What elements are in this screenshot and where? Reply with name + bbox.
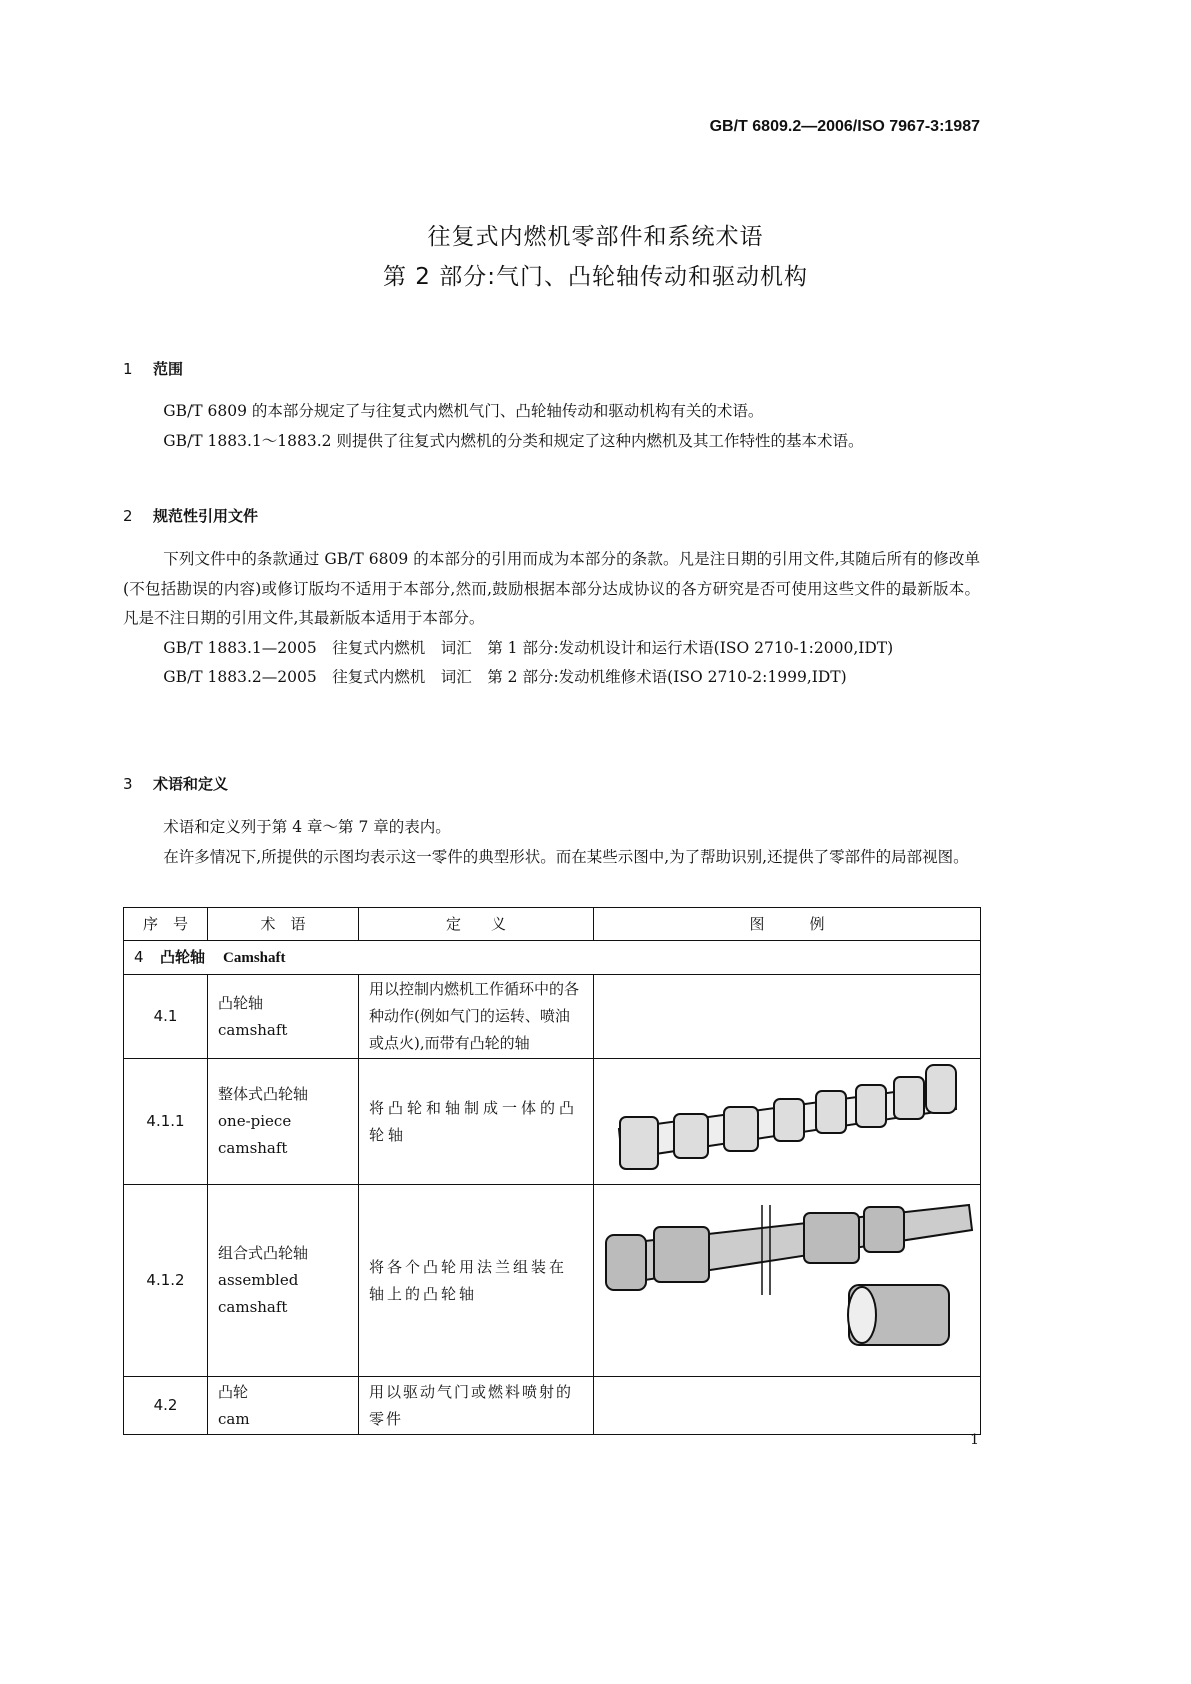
section-heading-3: 3 术语和定义: [123, 775, 229, 793]
paragraph: GB/T 6809 的本部分规定了与往复式内燃机气门、凸轮轴传动和驱动机构有关的术语。: [163, 402, 764, 420]
section-heading-2: 2 规范性引用文件: [123, 507, 259, 525]
table-row: [124, 1377, 981, 1435]
table-header-row: [124, 908, 981, 941]
header-definition: 定 义: [359, 908, 594, 941]
section-heading-1: 1 范围: [123, 360, 184, 378]
row-illustration: [594, 1059, 981, 1185]
header-term: 术 语: [208, 908, 359, 941]
section-3-body: [123, 813, 980, 872]
one-piece-camshaft-illustration: [594, 1059, 980, 1175]
page-number: 1: [970, 1432, 979, 1448]
paragraph: 术语和定义列于第 4 章～第 7 章的表内。: [163, 818, 451, 836]
row-illustration: [594, 1377, 981, 1435]
row-term: 凸轮轴 camshaft: [208, 975, 359, 1059]
section-row-label: 4 凸轮轴 Camshaft: [124, 941, 981, 975]
row-illustration: [594, 1185, 981, 1377]
row-term: 凸轮 cam: [208, 1377, 359, 1435]
reference-item: GB/T 1883.1—2005 往复式内燃机 词汇 第 1 部分:发动机设计和运行术语(ISO 2710-1:2000,IDT): [163, 638, 894, 657]
row-definition: 将凸轮和轴制成一体的凸轮轴: [359, 1059, 594, 1185]
table-row: [124, 1059, 981, 1185]
row-term: 组合式凸轮轴 assembled camshaft: [208, 1185, 359, 1377]
assembled-camshaft-illustration: [594, 1185, 980, 1367]
row-definition: 将各个凸轮用法兰组装在轴上的凸轮轴: [359, 1185, 594, 1377]
row-number: 4.1: [124, 975, 208, 1059]
row-number: 4.2: [124, 1377, 208, 1435]
row-term: 整体式凸轮轴 one-piece camshaft: [208, 1059, 359, 1185]
document-title: 往复式内燃机零部件和系统术语: [427, 224, 764, 250]
terms-table: [123, 907, 981, 1435]
paragraph: GB/T 1883.1～1883.2 则提供了往复式内燃机的分类和规定了这种内燃机及其工作特性的基本术语。: [163, 431, 864, 450]
table-section-row: [124, 941, 981, 975]
row-number: 4.1.2: [124, 1185, 208, 1377]
section-1-body: [123, 397, 980, 456]
table-row: [124, 975, 981, 1059]
section-2-body: [123, 545, 980, 693]
header-illustration: 图 例: [594, 908, 981, 941]
paragraph: 在许多情况下,所提供的示图均表示这一零件的典型形状。而在某些示图中,为了帮助识别,还提供了零部件的局部视图。: [163, 847, 969, 866]
reference-item: GB/T 1883.2—2005 往复式内燃机 词汇 第 2 部分:发动机维修术语(ISO 2710-2:1999,IDT): [163, 668, 847, 686]
row-definition: 用以驱动气门或燃料喷射的零件: [359, 1377, 594, 1435]
row-illustration: [594, 975, 981, 1059]
row-number: 4.1.1: [124, 1059, 208, 1185]
document-subtitle: 第 2 部分:气门、凸轮轴传动和驱动机构: [382, 264, 808, 290]
header-number: 序 号: [124, 908, 208, 941]
table-row: [124, 1185, 981, 1377]
row-definition: 用以控制内燃机工作循环中的各种动作(例如气门的运转、喷油或点火),而带有凸轮的轴: [359, 975, 594, 1059]
paragraph: 下列文件中的条款通过 GB/T 6809 的本部分的引用而成为本部分的条款。凡是注日期的引用文件,其随后所有的修改单(不包括勘误的内容)或修订版均不适用于本部分,然而,鼓励根据本部分达成协议的各方研究是否可使用这些文件的最新版本。凡是不注日期的引用文件,其最新版本适用于本部分。: [123, 550, 980, 627]
standard-number: GB/T 6809.2—2006/ISO 7967-3:1987: [709, 118, 980, 135]
